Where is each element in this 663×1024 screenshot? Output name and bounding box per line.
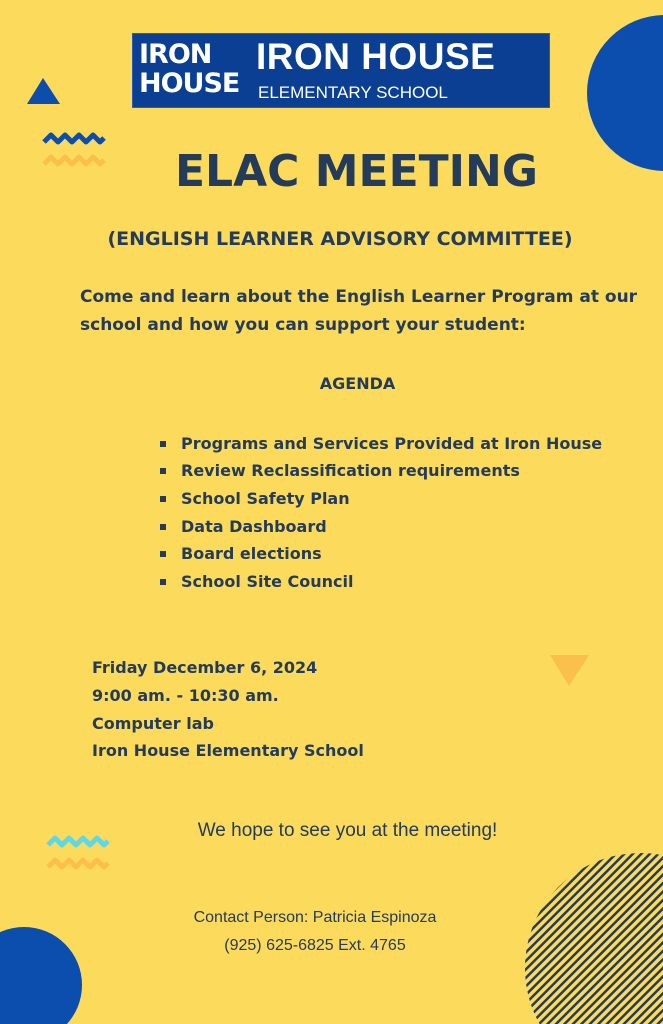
bullet-icon — [160, 496, 166, 502]
agenda-item: School Safety Plan — [181, 488, 350, 508]
meeting-date: Friday December 6, 2024 — [92, 658, 318, 677]
list-item — [160, 568, 602, 596]
contact-info — [0, 904, 630, 960]
logo-mark: IRON HOUSE — [139, 39, 240, 99]
list-item — [160, 430, 602, 458]
bullet-icon — [160, 551, 166, 557]
down-triangle-icon — [550, 655, 589, 686]
wave-icon — [48, 860, 108, 867]
wave-icon — [44, 135, 104, 142]
agenda-item: Programs and Services Provided at Iron House — [181, 433, 603, 453]
triangle-icon — [27, 78, 60, 104]
list-item — [160, 540, 602, 568]
agenda-item: School Site Council — [181, 571, 354, 591]
meeting-location: Iron House Elementary School — [92, 741, 364, 761]
meeting-time: 9:00 am. - 10:30 am. — [92, 685, 279, 705]
agenda-item: Data Dashboard — [181, 516, 327, 536]
school-logo — [132, 33, 550, 108]
bullet-icon — [160, 524, 166, 530]
meeting-details — [92, 654, 364, 765]
list-item — [160, 458, 602, 486]
bullet-icon — [160, 579, 166, 585]
list-item — [160, 485, 602, 513]
bullet-icon — [160, 468, 166, 474]
agenda-heading: AGENDA — [319, 374, 396, 393]
page-title: ELAC MEETING — [175, 146, 538, 197]
closing-text: We hope to see you at the meeting! — [197, 820, 498, 841]
logo-subtitle: ELEMENTARY SCHOOL — [258, 83, 448, 102]
agenda-list — [160, 430, 602, 596]
logo-school-name: IRON HOUSE — [256, 36, 496, 77]
meeting-room: Computer lab — [92, 713, 214, 733]
contact-phone: (925) 625-6825 Ext. 4765 — [224, 937, 406, 954]
page-subtitle: (ENGLISH LEARNER ADVISORY COMMITTEE) — [107, 228, 573, 250]
intro-text: Come and learn about the English Learner Program at our school and how you can support your student: — [80, 287, 638, 335]
contact-person: Contact Person: Patricia Espinoza — [193, 909, 437, 926]
list-item — [160, 513, 602, 541]
agenda-item: Board elections — [181, 544, 322, 564]
agenda-item: Review Reclassification requirements — [181, 461, 520, 481]
bullet-icon — [160, 441, 166, 447]
